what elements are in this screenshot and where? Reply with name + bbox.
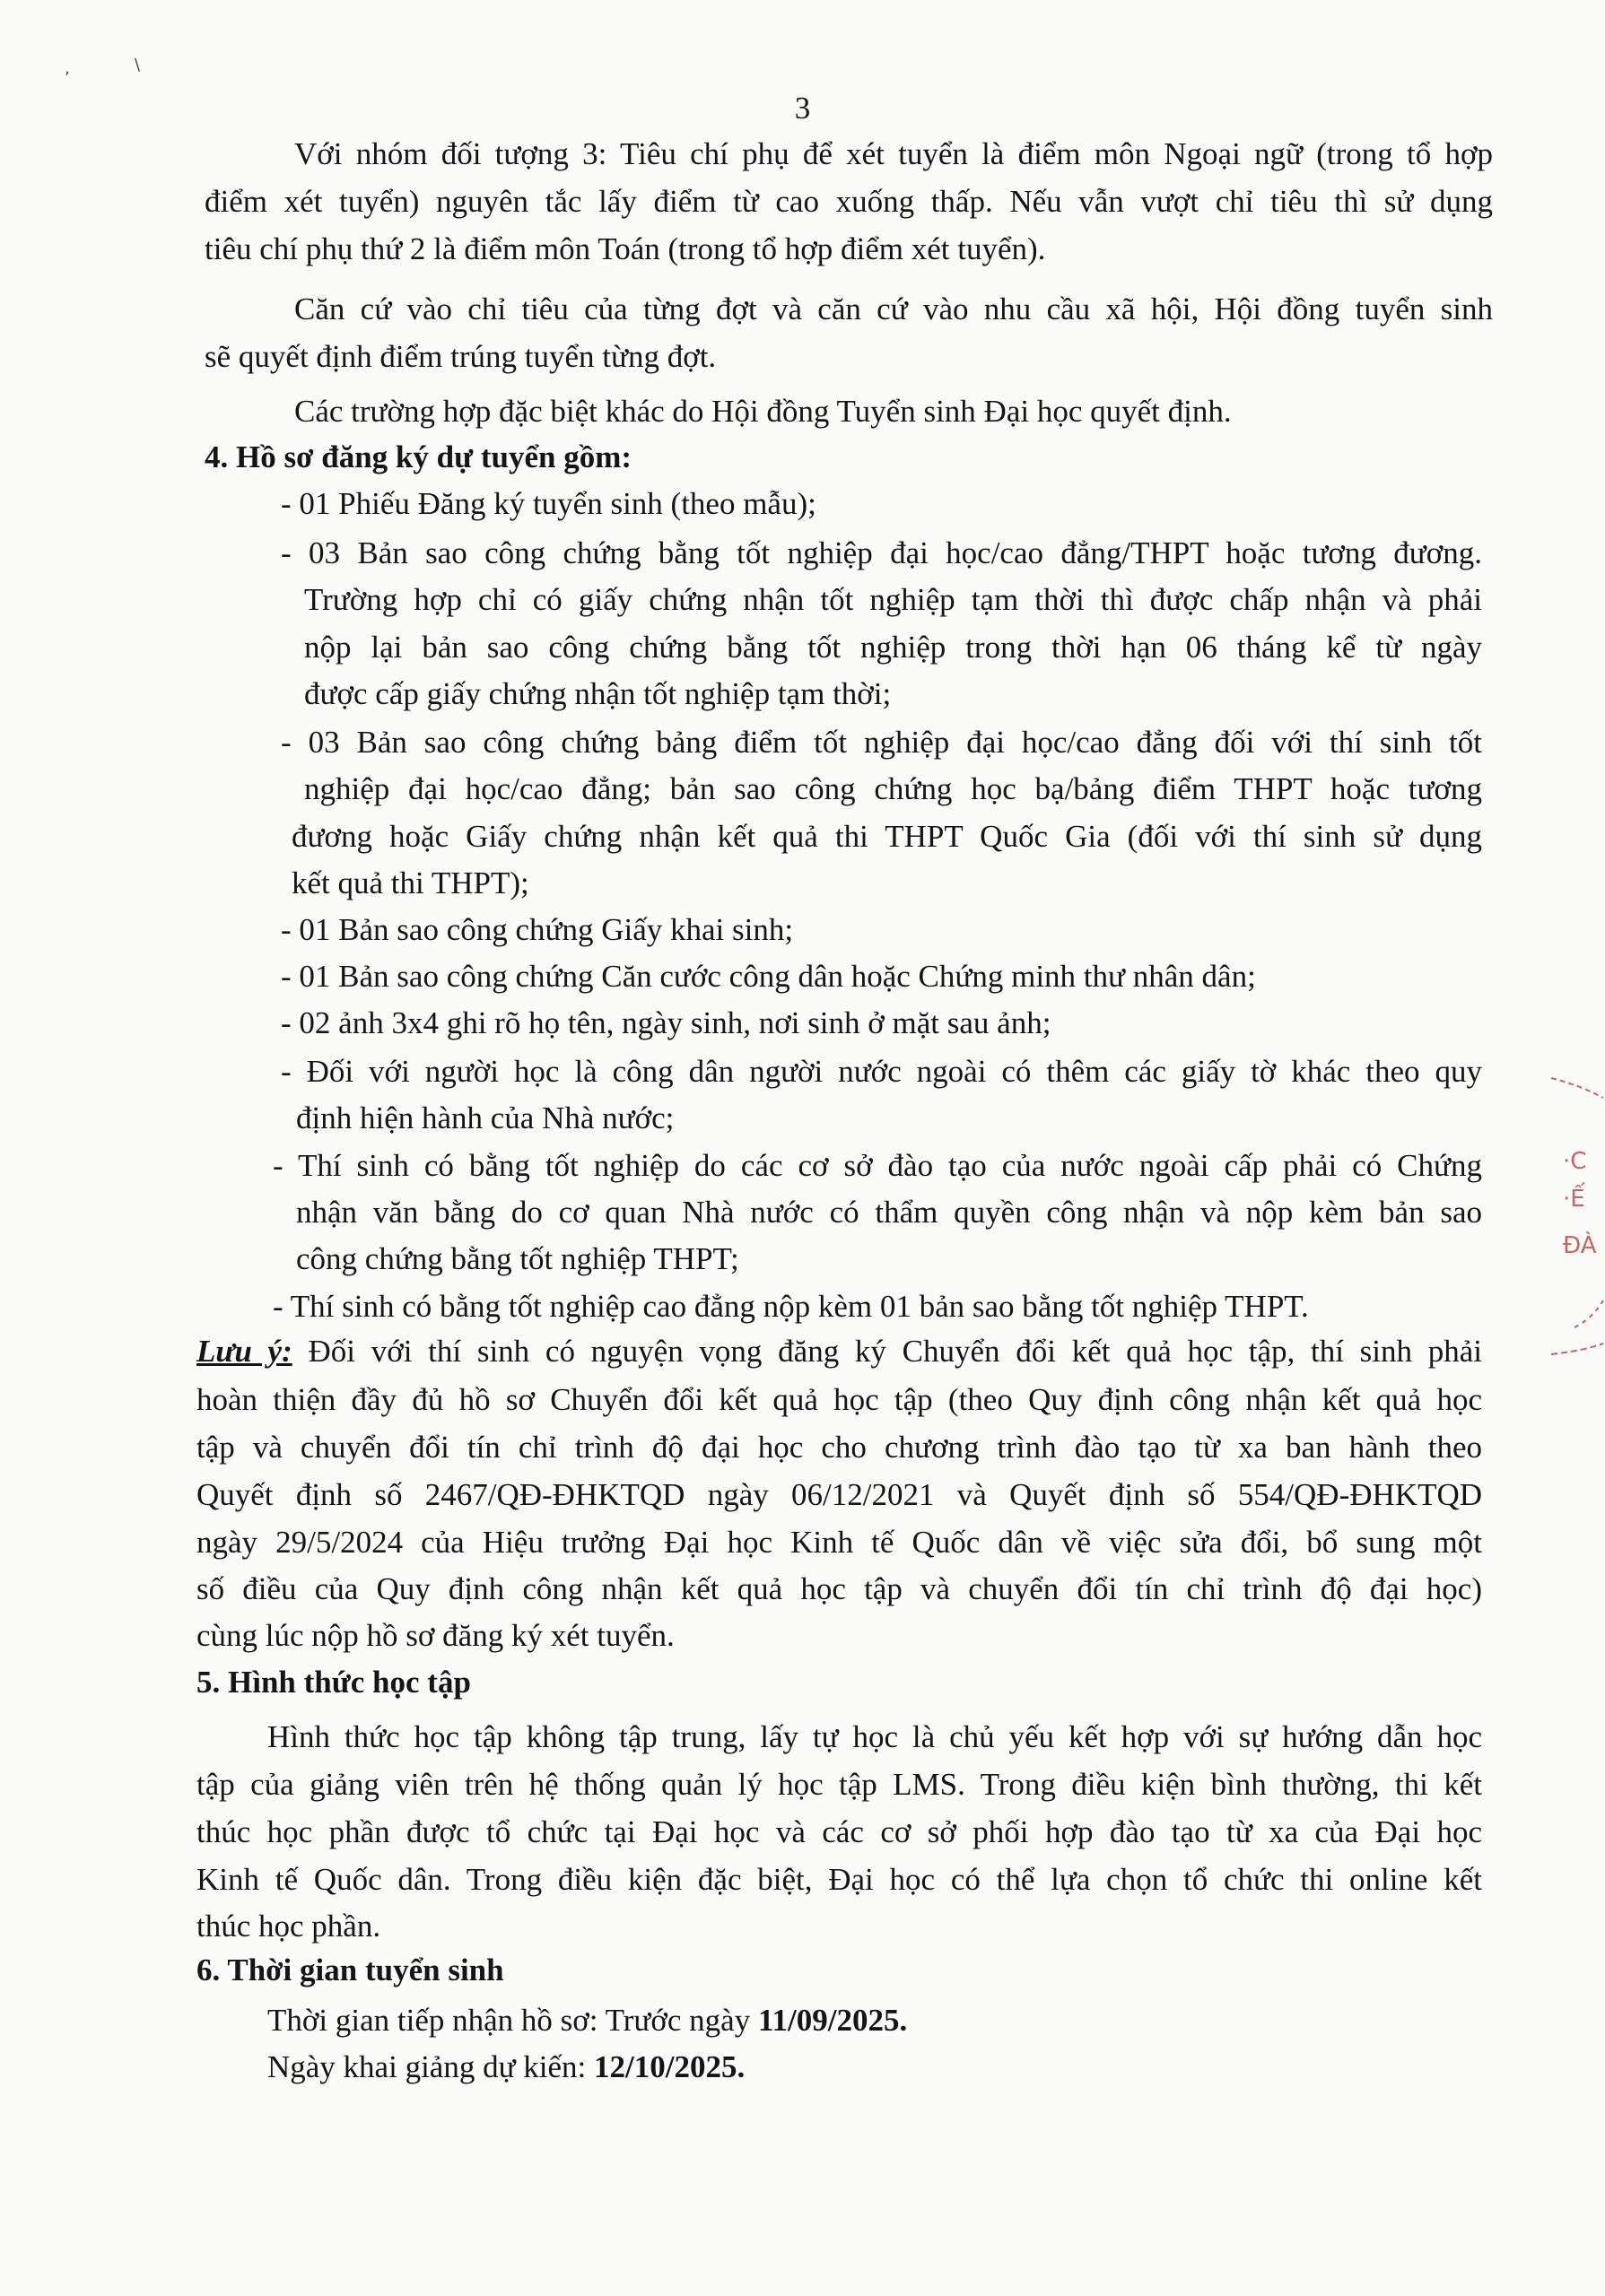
paragraph-line: Các trường hợp đặc biệt khác do Hội đồng Tuyển sinh Đại học quyết định.	[294, 394, 1232, 429]
paragraph-line: thúc học phần được tổ chức tại Đại học và các cơ sở phối hợp đào tạo từ xa của Đại học	[196, 1814, 1482, 1849]
note-line: hoàn thiện đầy đủ hồ sơ Chuyển đổi kết quả học tập (theo Quy định công nhận kết quả học	[196, 1382, 1482, 1417]
list-item-continuation: đương hoặc Giấy chứng nhận kết quả thi THPT Quốc Gia (đối với thí sinh sử dụng	[292, 819, 1482, 854]
stamp-fragment: ĐÀ	[1563, 1232, 1597, 1259]
paragraph-line: Với nhóm đối tượng 3: Tiêu chí phụ để xét tuyển là điểm môn Ngoại ngữ (trong tổ hợp	[294, 136, 1493, 171]
note-line: Quyết định số 2467/QĐ-ĐHKTQD ngày 06/12/2021 và Quyết định số 554/QĐ-ĐHKTQD	[196, 1477, 1482, 1512]
scan-speck: \	[135, 56, 141, 74]
note-line: cùng lúc nộp hồ sơ đăng ký xét tuyển.	[196, 1618, 675, 1653]
paragraph-line: Hình thức học tập không tập trung, lấy tự học là chủ yếu kết hợp với sự hướng dẫn học	[267, 1719, 1482, 1754]
note-line: số điều của Quy định công nhận kết quả học tập và chuyển đổi tín chỉ trình độ đại học)	[196, 1571, 1482, 1606]
stamp-edge-graphic	[1548, 1058, 1605, 1381]
list-item: - 01 Bản sao công chứng Giấy khai sinh;	[281, 912, 794, 947]
paragraph-line: Căn cứ vào chỉ tiêu của từng đợt và căn cứ vào nhu cầu xã hội, Hội đồng tuyển sinh	[294, 291, 1493, 326]
list-item: - Thí sinh có bằng tốt nghiệp do các cơ sở đào tạo của nước ngoài cấp phải có Chứng	[273, 1148, 1482, 1183]
list-item: - Đối với người học là công dân người nước ngoài có thêm các giấy tờ khác theo quy	[281, 1054, 1482, 1089]
list-item-continuation: Trường hợp chỉ có giấy chứng nhận tốt nghiệp tạm thời thì được chấp nhận và phải	[304, 582, 1482, 617]
paragraph-line: thúc học phần.	[196, 1909, 381, 1944]
list-item-continuation: nghiệp đại học/cao đẳng; bản sao công chứng học bạ/bảng điểm THPT hoặc tương	[304, 771, 1482, 806]
stamp-fragment: ·Ế	[1563, 1186, 1585, 1213]
list-item: - 01 Phiếu Đăng ký tuyển sinh (theo mẫu);	[281, 486, 816, 521]
paragraph-line: điểm xét tuyển) nguyên tắc lấy điểm từ cao xuống thấp. Nếu vẫn vượt chỉ tiêu thì sử dụng	[205, 184, 1493, 219]
paragraph-line: Kinh tế Quốc dân. Trong điều kiện đặc biệt, Đại học có thể lựa chọn tổ chức thi online kết	[196, 1862, 1482, 1897]
page-number: 3	[794, 91, 811, 126]
opening-value: 12/10/2025.	[594, 2049, 746, 2084]
list-item-continuation: kết quả thi THPT);	[292, 865, 529, 900]
scan-speck: ‚	[65, 59, 70, 78]
deadline-line	[267, 2004, 907, 2039]
stamp-fragment: ·C	[1563, 1148, 1587, 1175]
list-item: - 01 Bản sao công chứng Căn cước công dân hoặc Chứng minh thư nhân dân;	[281, 959, 1256, 994]
note-line: ngày 29/5/2024 của Hiệu trưởng Đại học Kinh tế Quốc dân về việc sửa đổi, bổ sung một	[196, 1525, 1482, 1560]
section-4-heading: 4. Hồ sơ đăng ký dự tuyển gồm:	[205, 439, 632, 474]
section-6-heading: 6. Thời gian tuyển sinh	[196, 1952, 504, 1987]
note-text: Đối với thí sinh có nguyện vọng đăng ký Chuyển đổi kết quả học tập, thí sinh phải	[292, 1334, 1482, 1369]
paragraph-line: tập của giảng viên trên hệ thống quản lý học tập LMS. Trong điều kiện bình thường, thi kết	[196, 1767, 1482, 1802]
paragraph-line: tiêu chí phụ thứ 2 là điểm môn Toán (trong tổ hợp điểm xét tuyển).	[205, 231, 1046, 266]
list-item-continuation: nhận văn bằng do cơ quan Nhà nước có thẩm quyền công nhận và nộp kèm bản sao	[296, 1195, 1482, 1230]
paragraph-line: sẽ quyết định điểm trúng tuyển từng đợt.	[205, 339, 717, 374]
list-item: - 02 ảnh 3x4 ghi rõ họ tên, ngày sinh, nơi sinh ở mặt sau ảnh;	[281, 1005, 1051, 1040]
opening-label: Ngày khai giảng dự kiến:	[267, 2049, 595, 2084]
list-item: - 03 Bản sao công chứng bảng điểm tốt nghiệp đại học/cao đẳng đối với thí sinh tốt	[281, 725, 1482, 760]
section-5-heading: 5. Hình thức học tập	[196, 1665, 471, 1700]
list-item-continuation: công chứng bằng tốt nghiệp THPT;	[296, 1241, 739, 1276]
list-item-continuation: được cấp giấy chứng nhận tốt nghiệp tạm thời;	[304, 676, 892, 711]
deadline-label: Thời gian tiếp nhận hồ sơ: Trước ngày	[267, 2003, 758, 2038]
list-item: - 03 Bản sao công chứng bằng tốt nghiệp đại học/cao đẳng/THPT hoặc tương đương.	[281, 535, 1482, 570]
note-line	[196, 1335, 1482, 1370]
list-item: - Thí sinh có bằng tốt nghiệp cao đẳng nộp kèm 01 bản sao bằng tốt nghiệp THPT.	[273, 1289, 1309, 1324]
opening-line	[267, 2050, 745, 2085]
note-line: tập và chuyển đổi tín chỉ trình độ đại học cho chương trình đào tạo từ xa ban hành theo	[196, 1430, 1482, 1465]
deadline-value: 11/09/2025.	[757, 2003, 908, 2038]
list-item-continuation: định hiện hành của Nhà nước;	[296, 1100, 675, 1135]
list-item-continuation: nộp lại bản sao công chứng bằng tốt nghiệp trong thời hạn 06 tháng kể từ ngày	[304, 630, 1482, 665]
note-label: Lưu ý:	[196, 1334, 292, 1369]
